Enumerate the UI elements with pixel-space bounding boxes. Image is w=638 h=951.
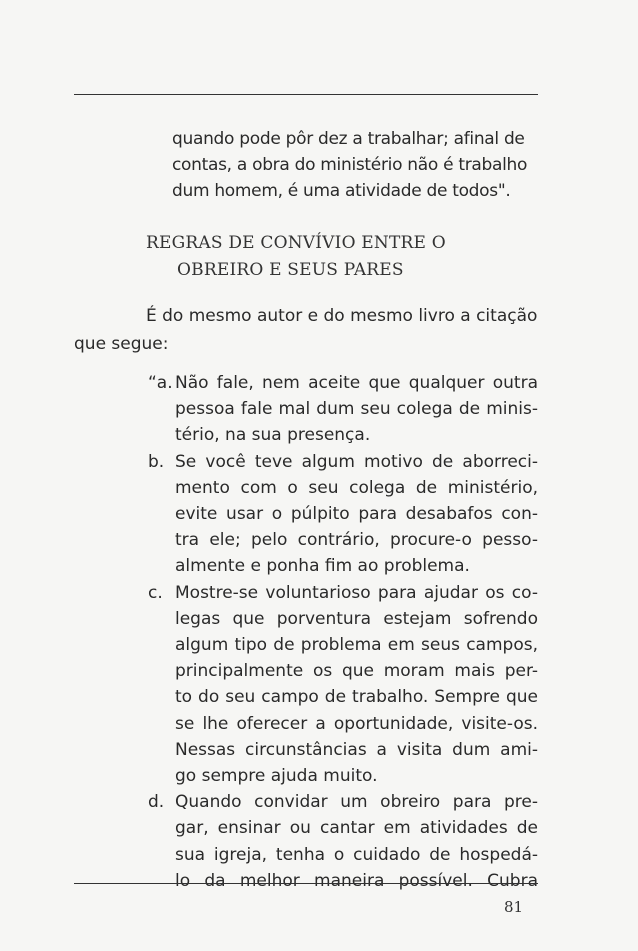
text-line: Mostre-se voluntarioso para ajudar os co- [175,582,538,603]
text-line: tra ele; pelo contrário, procure-o pesso- [175,530,538,551]
text-line: evite usar o púlpito para desabafos con- [175,504,538,525]
text-line: to do seu campo de trabalho. Sempre que [175,687,538,708]
quote-continuation [172,126,552,204]
text-line: go sempre ajuda muito. [175,766,378,787]
rules-list [148,370,538,894]
text-line: se lhe oferecer a oportunidade, visite-os. [175,713,538,734]
list-marker: “a. [148,373,173,393]
list-item [148,370,538,449]
bottom-rule [74,883,538,884]
section-heading-line-1: REGRAS DE CONVÍVIO ENTRE O [146,233,446,253]
text-line: Se você teve algum motivo de aborreci- [175,451,538,472]
text-line: Nessas circunstâncias a visita dum ami- [175,739,538,760]
text-line: almente e ponha fim ao problema. [175,556,470,577]
text-line: legas que porventura estejam sofrendo [175,608,538,629]
text-line: gar, ensinar ou cantar em atividades de [175,818,538,839]
list-item [148,449,538,580]
text-line: dum homem, é uma atividade de todos". [172,181,511,201]
text-line: quando pode pôr dez a trabalhar; afinal de [172,129,525,149]
top-rule [74,94,538,95]
text-line: tério, na sua presença. [175,425,371,446]
text-line: pessoa fale mal dum seu colega de minis- [175,399,538,420]
page-number: 81 [504,898,524,916]
list-item [148,789,538,894]
text-line: Quando convidar um obreiro para pre- [175,792,538,813]
text-line: Não fale, nem aceite que qualquer outra [175,373,538,393]
text-line: contas, a obra do ministério não é trabalho [172,155,528,175]
text-line: sua igreja, tenha o cuidado de hospedá- [175,844,538,865]
text-line: principalmente os que moram mais per- [175,661,538,682]
intro-line-2: que segue: [74,334,169,354]
text-line: algum tipo de problema em seus campos, [175,635,538,656]
section-heading-line-2: OBREIRO E SEUS PARES [177,260,404,280]
list-item [148,580,538,790]
list-marker: c. [148,582,163,603]
list-marker: d. [148,792,165,813]
text-line: mento com o seu colega de ministério, [175,477,538,498]
intro-paragraph [74,302,544,358]
text-line: lo da melhor maneira possível. Cubra [175,870,538,891]
list-marker: b. [148,451,165,472]
intro-line-1: É do mesmo autor e do mesmo livro a citação [146,306,538,326]
